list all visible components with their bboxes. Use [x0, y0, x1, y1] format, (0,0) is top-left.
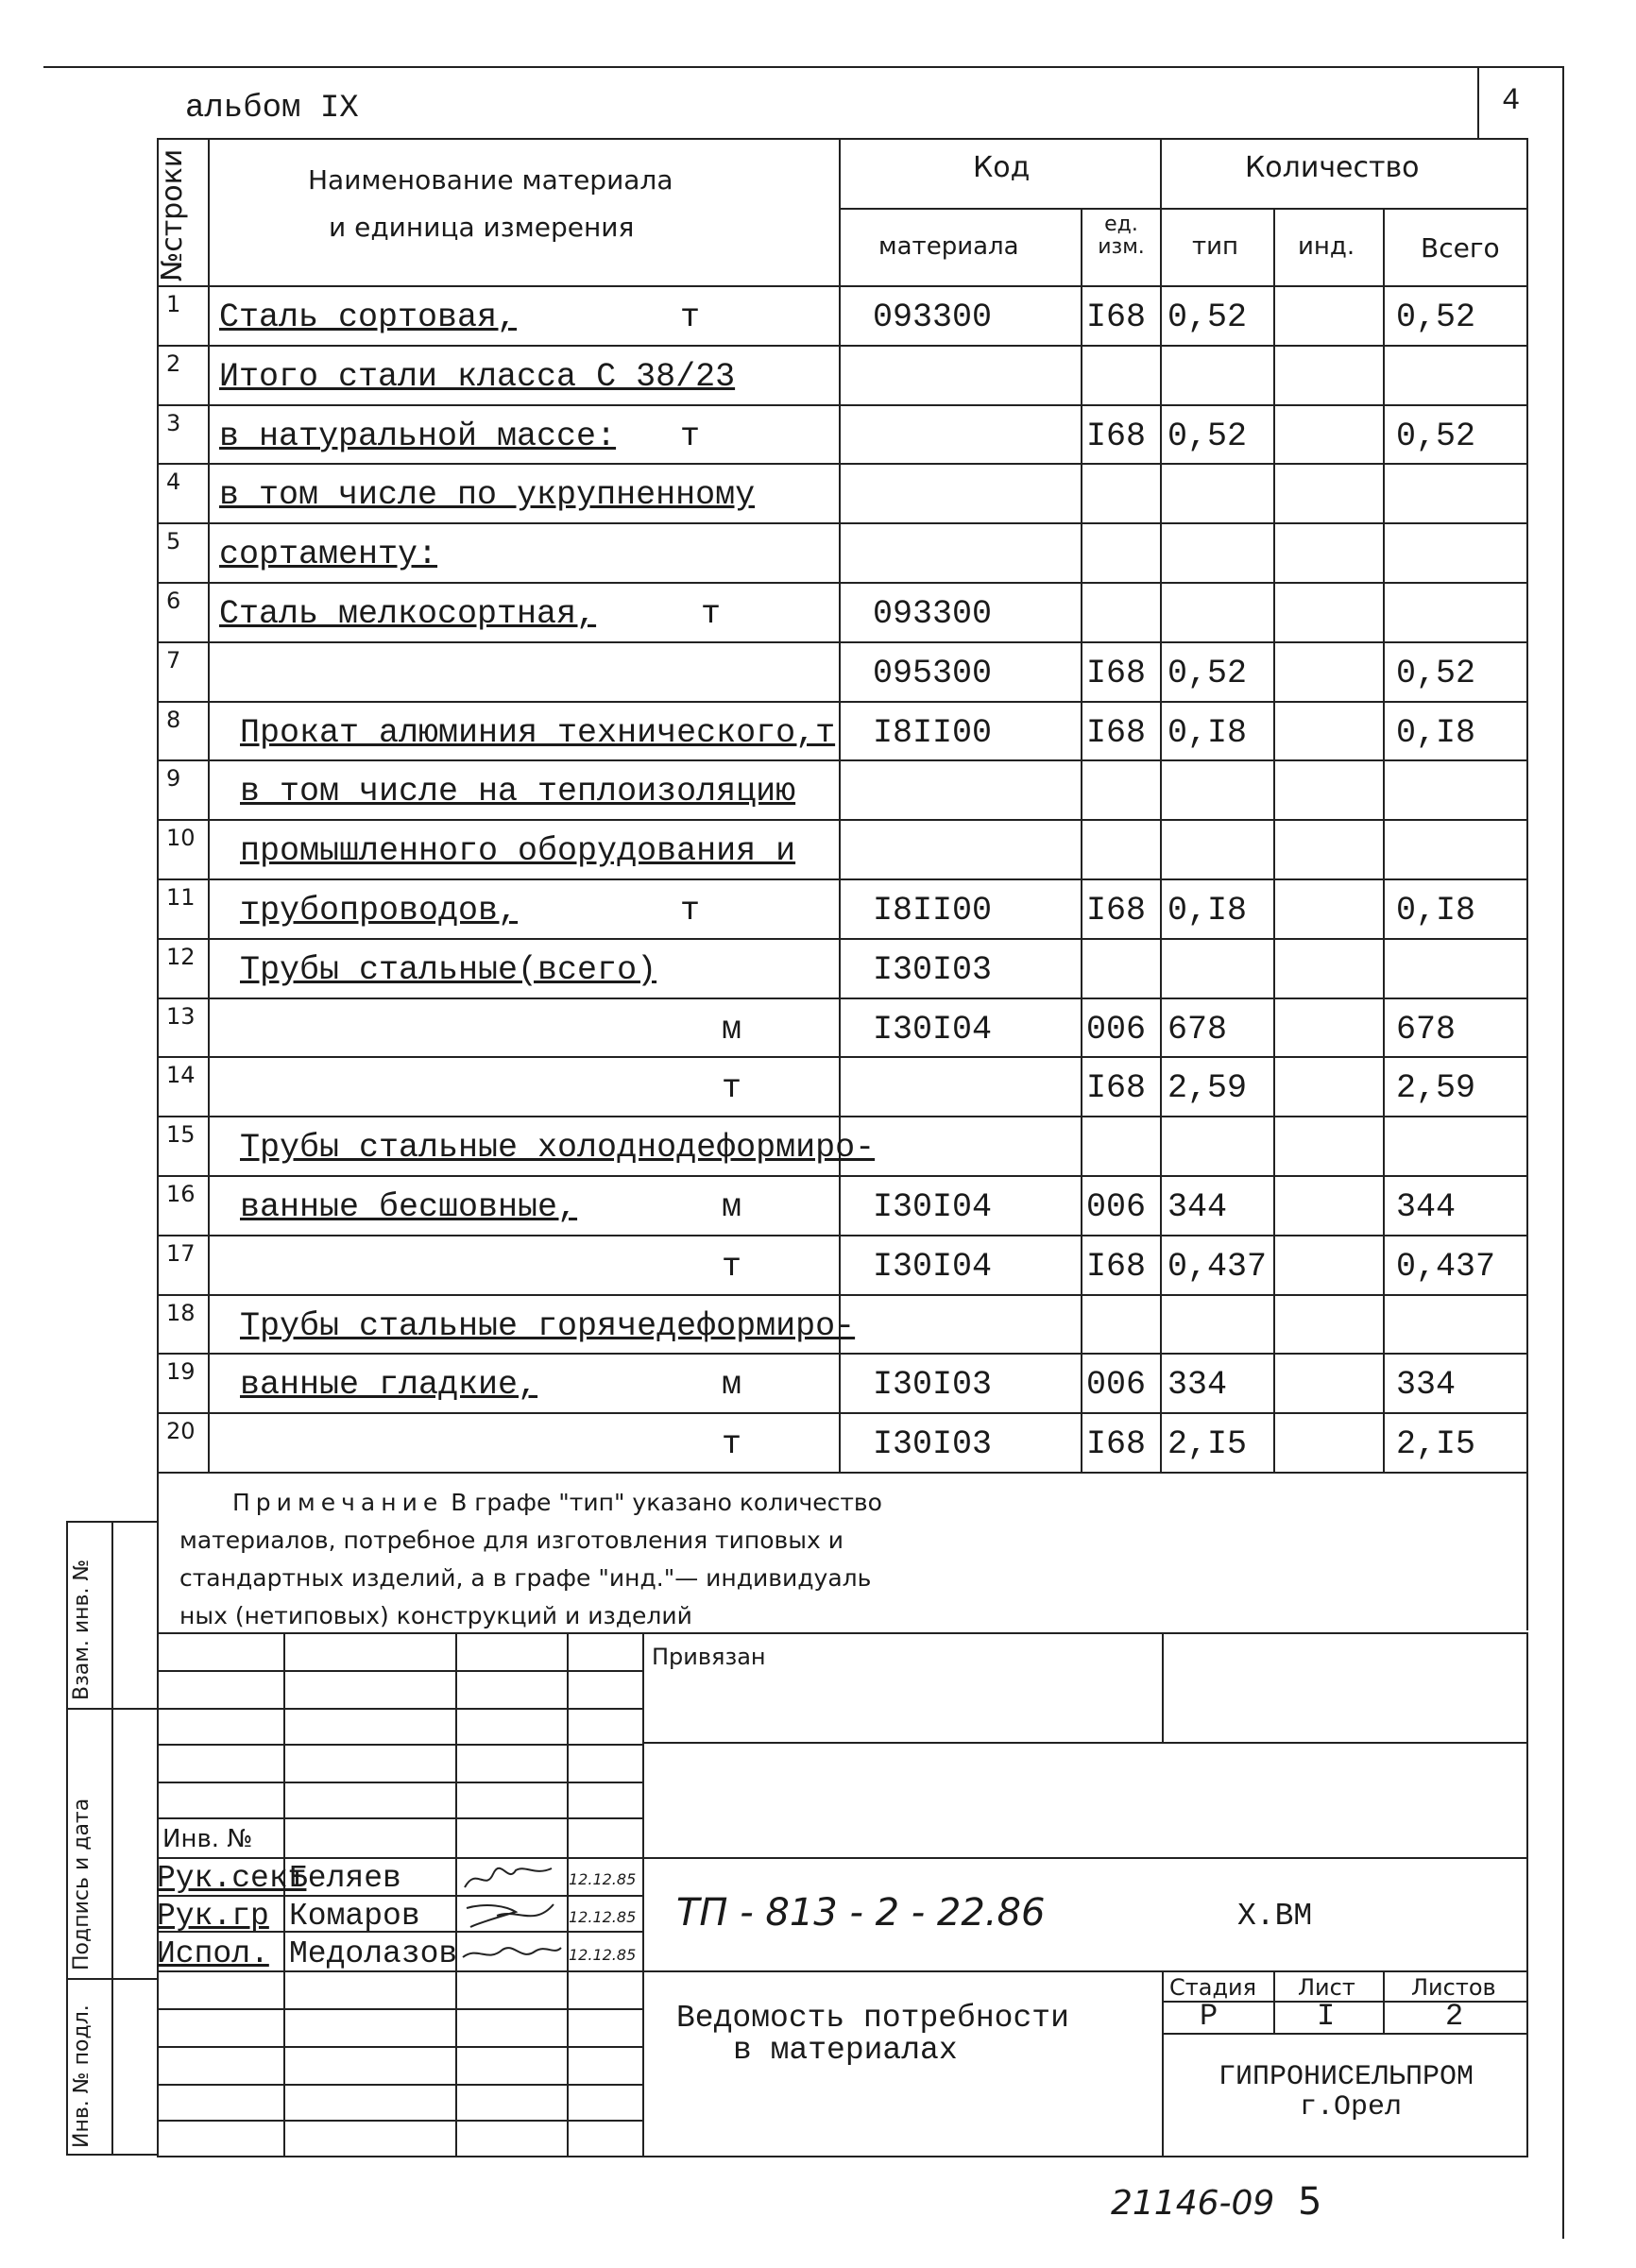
- material-name: Трубы стальные горячедеформиро-: [240, 1306, 856, 1345]
- qty-type: 0,52: [1167, 654, 1248, 692]
- row-number: 19: [166, 1358, 196, 1386]
- row-number: 17: [166, 1239, 196, 1267]
- material-name: Сталь мелкосортная,: [219, 595, 597, 633]
- header-name-line2: и единица измерения: [329, 212, 635, 243]
- qty-type: 2,I5: [1167, 1425, 1248, 1464]
- qty-type: 0,52: [1167, 298, 1248, 336]
- row-divider: [157, 1175, 1526, 1177]
- note-line-3: стандартных изделий, а в графе "инд."— индивидуаль: [179, 1564, 872, 1592]
- row-divider: [157, 582, 1526, 584]
- signer-3: Медолазов: [289, 1936, 458, 1971]
- qty-type: 678: [1167, 1010, 1228, 1049]
- material-code: I8II00: [873, 892, 993, 929]
- role-3: Испол.: [157, 1936, 269, 1971]
- row-number: 2: [166, 350, 181, 377]
- date-2: 12.12.85: [569, 1908, 637, 1926]
- organization-city: г.Орел: [1300, 2091, 1403, 2123]
- material-name-unit: т: [680, 892, 701, 929]
- row-divider: [157, 641, 1526, 643]
- row-divider: [157, 701, 1526, 703]
- row-number: 16: [166, 1181, 196, 1207]
- unit-code: I68: [1086, 1425, 1147, 1464]
- qty-type: 344: [1167, 1188, 1228, 1226]
- material-code: I30I04: [873, 1247, 993, 1286]
- organization-name: ГИПРОНИСЕЛЬПРОМ: [1218, 2061, 1474, 2093]
- material-name: ванные гладкие,: [240, 1366, 538, 1405]
- top-border: [43, 66, 1564, 68]
- signer-2: Комаров: [289, 1899, 420, 1934]
- stamp-privyazan-bottom: [642, 1742, 1528, 1744]
- row-divider: [157, 1235, 1526, 1236]
- sig-row-line-6: [157, 1857, 642, 1859]
- qty-total: 334: [1396, 1366, 1457, 1405]
- header-name-line1: Наименование материала: [308, 164, 673, 196]
- row-number: 9: [166, 765, 181, 793]
- row-divider: [157, 345, 1526, 347]
- side-label-inv-podl: Инв. № подл.: [70, 2004, 94, 2148]
- sheet-label: Лист: [1298, 1974, 1355, 2001]
- sheets-label: Листов: [1411, 1974, 1496, 2001]
- row-number: 12: [166, 943, 196, 970]
- row-divider: [157, 878, 1526, 880]
- page-number: 4: [1502, 83, 1521, 118]
- header-qty-type: тип: [1192, 232, 1239, 261]
- signer-1: Беляев: [289, 1861, 401, 1896]
- col-line-rownum: [208, 138, 210, 1474]
- stamp-right-line: [1526, 1632, 1528, 2157]
- material-name: в натуральной массе:: [219, 417, 617, 455]
- table-bottom-line: [157, 1472, 1526, 1474]
- row-divider: [157, 1056, 1526, 1058]
- row-number: 15: [166, 1121, 196, 1149]
- stamp-left-divider: [642, 1632, 644, 2157]
- material-name-unit: т: [722, 1069, 742, 1108]
- qty-total: 0,52: [1396, 298, 1476, 336]
- row-divider: [157, 1294, 1526, 1296]
- row-divider: [157, 1116, 1526, 1117]
- col-line-type: [1273, 208, 1275, 1474]
- qty-total: 344: [1396, 1188, 1457, 1226]
- signature-1: [459, 1863, 565, 1895]
- qty-total: 0,437: [1396, 1247, 1496, 1286]
- qty-type: 0,I8: [1167, 892, 1248, 929]
- material-code: I30I04: [873, 1188, 993, 1226]
- header-code: Код: [973, 151, 1031, 184]
- date-3: 12.12.85: [569, 1946, 637, 1964]
- header-bottom-line: [157, 285, 1526, 287]
- sig-row-line-11: [157, 2046, 642, 2048]
- material-code: I30I03: [873, 1366, 993, 1405]
- qty-total: 2,I5: [1396, 1425, 1476, 1464]
- stage-value: Р: [1200, 1999, 1218, 2034]
- side-column-right: [111, 1521, 113, 2154]
- sig-row-line-10: [157, 2008, 642, 2010]
- header-qty-total: Всего: [1421, 232, 1500, 264]
- row-number: 1: [166, 291, 181, 317]
- role-2: Рук.гр: [157, 1899, 269, 1934]
- material-name: Трубы стальные(всего): [240, 950, 657, 989]
- unit-code: I68: [1086, 713, 1147, 752]
- material-name: Итого стали класса С 38/23: [219, 357, 736, 396]
- stamp-bottom-line: [157, 2156, 1528, 2157]
- qty-type: 0,437: [1167, 1247, 1268, 1286]
- stage-block-left: [1162, 1970, 1164, 2157]
- document-code: ТП - 813 - 2 - 22.86: [676, 1891, 1046, 1935]
- header-code-material: материала: [878, 232, 1019, 261]
- material-code: 095300: [873, 654, 993, 692]
- side-top-line: [66, 1521, 157, 1523]
- side-column-left: [66, 1521, 68, 2154]
- unit-code: 006: [1086, 1010, 1147, 1049]
- unit-code: I68: [1086, 1069, 1147, 1108]
- row-divider: [157, 1412, 1526, 1414]
- unit-code: 006: [1086, 1366, 1147, 1405]
- material-code: I30I04: [873, 1010, 993, 1049]
- row-number: 10: [166, 825, 196, 852]
- qty-total: 678: [1396, 1010, 1457, 1049]
- material-code: 093300: [873, 595, 993, 633]
- page-number-divider: [1477, 66, 1479, 140]
- table-left-line: [157, 138, 159, 2157]
- role-1: Рук.сект: [157, 1861, 307, 1896]
- material-name: Сталь сортовая,: [219, 298, 518, 336]
- sig-row-line-1: [157, 1670, 642, 1672]
- stage-label: Стадия: [1169, 1974, 1257, 2001]
- note-line-4: ных (нетиповых) конструкций и изделий: [179, 1602, 692, 1629]
- row-divider: [157, 998, 1526, 999]
- qty-total: 0,I8: [1396, 713, 1476, 752]
- col-line-unit: [1160, 138, 1162, 1474]
- col-line-name: [839, 138, 841, 1474]
- row-divider: [157, 404, 1526, 406]
- row-number: 11: [166, 884, 196, 911]
- material-name-unit: т: [701, 595, 722, 633]
- sig-row-line-3: [157, 1744, 642, 1746]
- row-number: 6: [166, 588, 181, 614]
- header-quantity: Количество: [1245, 151, 1420, 184]
- material-name-unit: м: [722, 1010, 742, 1049]
- row-number: 8: [166, 706, 181, 733]
- unit-code: I68: [1086, 417, 1147, 455]
- inv-no-label: Инв. №: [162, 1825, 253, 1853]
- privyazan-label: Привязан: [652, 1644, 766, 1670]
- qty-total: 2,59: [1396, 1069, 1476, 1108]
- row-divider: [157, 819, 1526, 821]
- row-number: 18: [166, 1299, 196, 1326]
- material-name: в том числе по укрупненному: [219, 476, 756, 515]
- right-border: [1562, 66, 1564, 2239]
- stamp-mid-line: [642, 1857, 1528, 1859]
- row-number: 3: [166, 409, 181, 436]
- sig-row-line-12: [157, 2084, 642, 2086]
- header-sub-line: [839, 208, 1526, 210]
- col-line-code: [1081, 208, 1082, 1474]
- qty-total: 0,I8: [1396, 892, 1476, 929]
- material-code: 093300: [873, 298, 993, 336]
- material-name-unit: т: [680, 298, 701, 336]
- material-code: I30I03: [873, 950, 993, 989]
- material-name: промышленного оборудования и: [240, 832, 796, 871]
- unit-code: I68: [1086, 298, 1147, 336]
- material-name-unit: м: [722, 1188, 742, 1226]
- note-label: Примечание: [232, 1489, 444, 1516]
- page-counter: 5: [1298, 2180, 1322, 2224]
- material-name-unit: м: [722, 1366, 742, 1405]
- stamp-privyazan-divider: [1162, 1632, 1164, 1744]
- signature-3: [459, 1936, 565, 1969]
- row-number: 5: [166, 528, 181, 555]
- row-number: 7: [166, 646, 181, 674]
- row-divider: [157, 522, 1526, 524]
- qty-total: 0,52: [1396, 654, 1476, 692]
- sheets-value: 2: [1445, 1999, 1464, 2034]
- material-name-unit: т: [680, 417, 701, 455]
- material-name: Трубы стальные холоднодеформиро-: [240, 1129, 876, 1168]
- material-name-unit: т: [722, 1247, 742, 1286]
- qty-type: 0,52: [1167, 417, 1248, 455]
- document-title-line1: Ведомость потребности: [676, 2001, 1069, 2036]
- sheet-value: I: [1317, 1999, 1336, 2034]
- material-name: ванные бесшовные,: [240, 1188, 578, 1226]
- sheet-mark: Х.ВМ: [1237, 1899, 1313, 1934]
- note-line-1: [232, 1489, 882, 1516]
- material-name: Прокат алюминия технического,т: [240, 713, 836, 752]
- side-divider-2: [66, 1978, 157, 1980]
- side-divider-1: [66, 1708, 157, 1710]
- archive-number: 21146-09: [1111, 2184, 1275, 2223]
- qty-type: 0,I8: [1167, 713, 1248, 752]
- header-code-unit: ед. изм.: [1098, 213, 1145, 259]
- unit-code: 006: [1086, 1188, 1147, 1226]
- material-name: сортаменту:: [219, 536, 438, 574]
- row-divider: [157, 1353, 1526, 1355]
- stamp-top-line: [157, 1632, 1528, 1634]
- note-text-1: В графе "тип" указано количество: [451, 1489, 882, 1516]
- side-label-vzam: Взам. инв. №: [70, 1559, 94, 1700]
- date-1: 12.12.85: [569, 1870, 637, 1888]
- material-name-unit: т: [722, 1425, 742, 1464]
- side-bottom-line: [66, 2154, 157, 2156]
- qty-total: 0,52: [1396, 417, 1476, 455]
- row-number: 20: [166, 1418, 196, 1445]
- table-top-line: [157, 138, 1528, 140]
- row-number: 14: [166, 1062, 196, 1089]
- material-code: I8II00: [873, 713, 993, 752]
- table-right-line: [1526, 138, 1528, 1630]
- header-qty-ind: инд.: [1298, 232, 1355, 261]
- row-divider: [157, 759, 1526, 761]
- note-line-2: материалов, потребное для изготовления типовых и: [179, 1526, 844, 1554]
- sig-row-line-4: [157, 1782, 642, 1783]
- unit-code: I68: [1086, 654, 1147, 692]
- qty-type: 2,59: [1167, 1069, 1248, 1108]
- header-row-no: №строки: [156, 148, 189, 281]
- signature-2: [459, 1899, 565, 1933]
- sig-row-line-13: [157, 2120, 642, 2122]
- qty-type: 334: [1167, 1366, 1228, 1405]
- material-name: в том числе на теплоизоляцию: [240, 773, 796, 811]
- album-label: альбом IX: [185, 91, 359, 127]
- side-label-podpis: Подпись и дата: [70, 1798, 94, 1970]
- col-line-ind: [1383, 208, 1385, 1474]
- unit-code: I68: [1086, 1247, 1147, 1286]
- row-number: 13: [166, 1002, 196, 1030]
- document-title-line2: в материалах: [733, 2033, 958, 2068]
- unit-code: I68: [1086, 892, 1147, 929]
- material-code: I30I03: [873, 1425, 993, 1464]
- sig-row-line-5: [157, 1817, 642, 1819]
- sig-row-line-2: [157, 1708, 642, 1710]
- row-divider: [157, 938, 1526, 940]
- row-divider: [157, 463, 1526, 465]
- row-number: 4: [166, 469, 181, 496]
- material-name: трубопроводов,: [240, 892, 519, 929]
